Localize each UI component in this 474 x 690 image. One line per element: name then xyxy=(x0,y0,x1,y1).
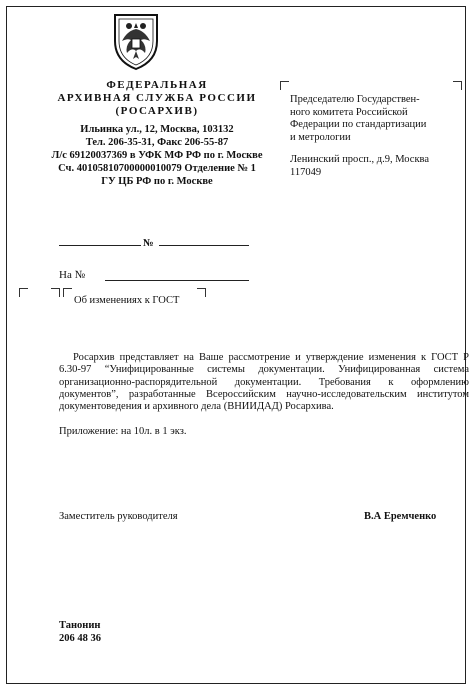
sender-org-line2: АРХИВНАЯ СЛУЖБА РОССИИ xyxy=(57,92,257,104)
recipient-block xyxy=(290,94,465,179)
executor-block xyxy=(59,619,101,645)
recipient-address1: Ленинский просп., д.9, Москва xyxy=(290,154,430,165)
recipient-line4: и метрологии xyxy=(290,131,351,143)
sender-bank: ГУ ЦБ РФ по г. Москве xyxy=(101,176,213,187)
na-label: На № xyxy=(59,269,86,281)
subject-corner-tr xyxy=(51,288,60,297)
reference-underline xyxy=(105,280,249,281)
sender-address: Ильинка ул., 12, Москва, 103132 xyxy=(80,124,234,135)
sender-account1: Л/с 69120037369 в УФК МФ РФ по г. Москве xyxy=(51,150,263,161)
registration-number-line xyxy=(59,238,249,248)
subject-corner-tr2 xyxy=(197,288,206,297)
sender-account2: Сч. 40105810700000010079 Отделение № 1 xyxy=(58,163,256,174)
sender-block xyxy=(7,79,307,188)
recipient-corner-tr xyxy=(453,81,462,90)
recipient-address2: 117049 xyxy=(290,166,322,178)
signer-name: В.А Еремченко xyxy=(364,511,437,522)
recipient-line1: Председателю Государствен- xyxy=(290,94,420,105)
sender-org-line1: ФЕДЕРАЛЬНАЯ xyxy=(106,79,208,91)
reference-number-line xyxy=(59,269,249,281)
number-label: № xyxy=(143,238,154,249)
recipient-line3: Федерации по стандартизации xyxy=(290,119,427,130)
subject-corner-tl xyxy=(19,288,28,297)
executor-name: Танонин xyxy=(59,620,101,631)
letter-body: Росархив представляет на Ваше рассмотрение и утверждение изменения к ГОСТ Р 6.30-97 “Унифицированные системы документации. Унифицированная система организационно-распорядительной документации. Требования к оформлению документов”, разработанные Всероссийским научно-исследовательским институтом документоведения и архивного дела (ВНИИДАД) Росархива. xyxy=(59,352,469,413)
coat-of-arms-icon xyxy=(105,11,167,73)
recipient-line2: ного комитета Российской xyxy=(290,106,408,118)
sender-org-line3: (РОСАРХИВ) xyxy=(115,105,199,117)
recipient-corner-tl xyxy=(280,81,289,90)
executor-phone: 206 48 36 xyxy=(59,633,101,644)
subject-line: Об изменениях к ГОСТ xyxy=(74,295,180,306)
signer-position: Заместитель руководителя xyxy=(59,511,178,522)
date-underline xyxy=(59,245,141,246)
sender-phone: Тел. 206-35-31, Факс 206-55-87 xyxy=(85,137,229,148)
number-underline xyxy=(159,245,249,246)
attachment-note: Приложение: на 10л. в 1 экз. xyxy=(59,426,187,437)
letter-page xyxy=(6,6,469,684)
